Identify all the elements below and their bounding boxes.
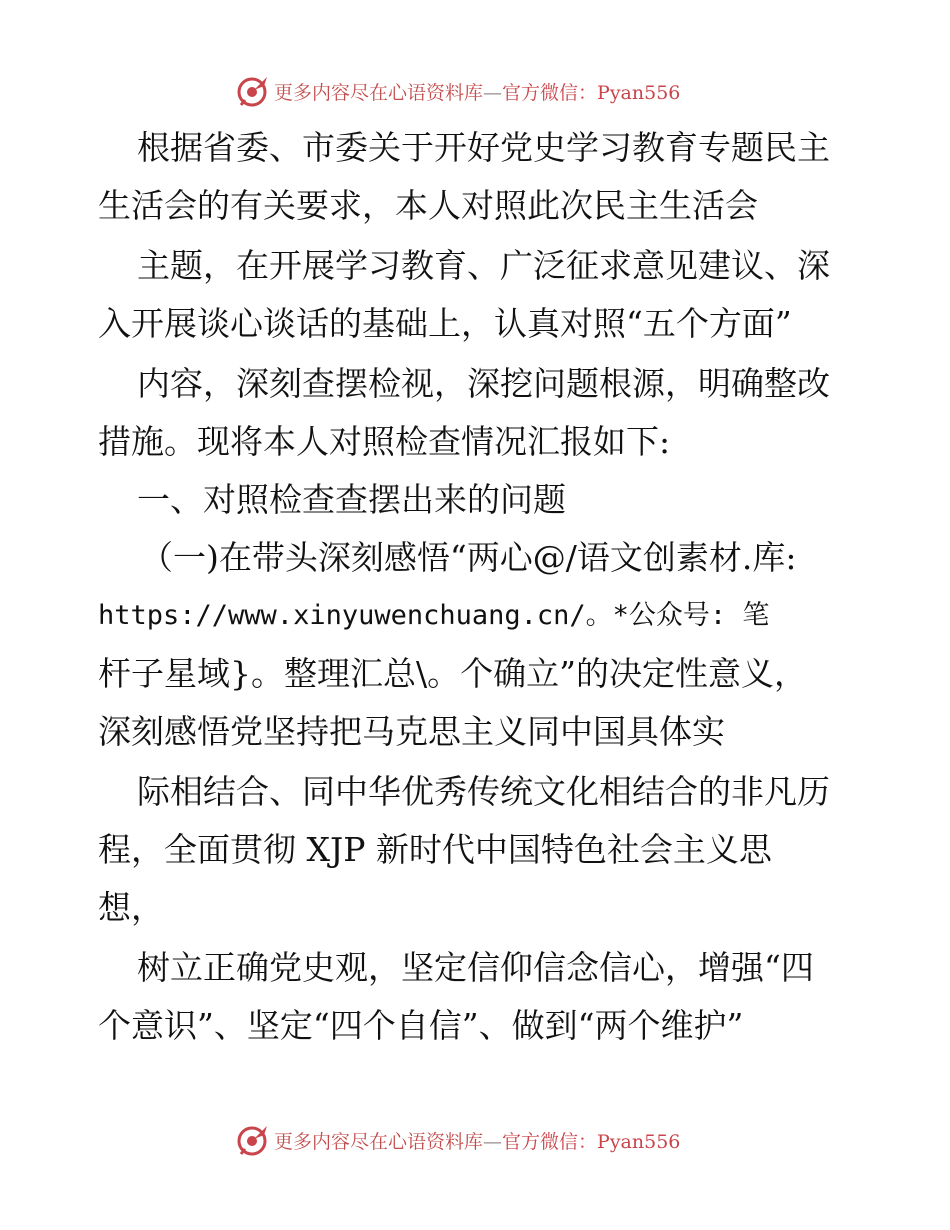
- body-line: 内容，深刻查摆检视，深挖问题根源，明确整改: [137, 364, 830, 403]
- body-line: 想，: [98, 888, 164, 927]
- watermark-suffix: 官方微信：: [502, 81, 598, 104]
- footer-watermark: [236, 1120, 680, 1160]
- watermark-account: Pyan556: [597, 1130, 681, 1153]
- watermark-suffix: 官方微信：: [502, 1130, 598, 1153]
- body-line-url: https://www.xinyuwenchuang.cn/。*公众号: 笔: [98, 600, 770, 631]
- watermark-text: 更多内容尽在心语资料库: [274, 1130, 484, 1153]
- body-line: 杆子星域}。整理汇总\。个确立”的决定性意义，: [98, 654, 807, 693]
- watermark-account: Pyan556: [597, 81, 681, 104]
- body-line: 措施。现将本人对照检查情况汇报如下:: [98, 422, 671, 461]
- quill-logo-icon: [236, 74, 270, 108]
- body-line: 入开展谈心谈话的基础上，认真对照“五个方面”: [98, 304, 792, 343]
- body-line: 生活会的有关要求，本人对照此次民主生活会: [98, 186, 758, 225]
- body-line: 深刻感悟党坚持把马克思主义同中国具体实: [98, 712, 725, 751]
- quill-logo-icon: [236, 1123, 270, 1157]
- watermark-separator: —: [483, 1130, 503, 1153]
- body-line: 主题，在开展学习教育、广泛征求意见建议、深: [137, 246, 830, 285]
- body-line: 根据省委、市委关于开好党史学习教育专题民主: [137, 128, 830, 167]
- body-line: 个意识”、坚定“四个自信”、做到“两个维护”: [98, 1006, 744, 1045]
- watermark-text: 更多内容尽在心语资料库: [274, 81, 484, 104]
- subsection-heading: （一)在带头深刻感悟“两心@/语文创素材.库:: [140, 538, 797, 577]
- section-heading: 一、对照检查查摆出来的问题: [137, 480, 566, 519]
- watermark-separator: —: [483, 81, 503, 104]
- body-line: 树立正确党史观，坚定信仰信念信心，增强“四: [137, 948, 814, 987]
- body-line: 际相结合、同中华优秀传统文化相结合的非凡历: [137, 772, 830, 811]
- body-line: 程，全面贯彻 XJP 新时代中国特色社会主义思: [98, 830, 772, 869]
- header-watermark: [236, 71, 680, 111]
